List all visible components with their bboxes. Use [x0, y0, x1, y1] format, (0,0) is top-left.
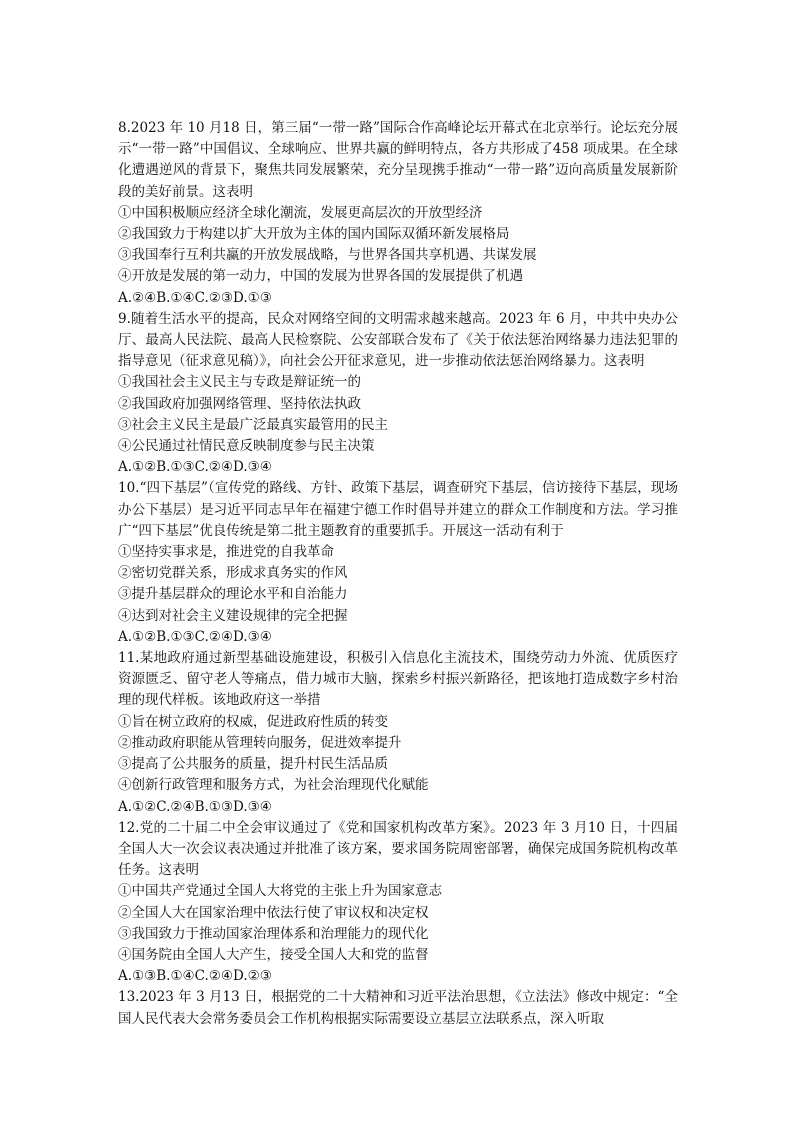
- answer-choices: A.①②B.①③C.②④D.③④: [118, 628, 272, 645]
- answer-choices: A.①③B.①④C.②④D.②③: [118, 968, 272, 985]
- option-2: ②密切党群关系，形成求真务实的作风: [118, 565, 348, 582]
- option-2: ②推动政府职能从管理转向服务，促进效率提升: [118, 734, 402, 751]
- document-page: [118, 118, 678, 1030]
- question-stem: 13.2023 年 3 月13 日，根据党的二十大精神和习近平法治思想，《立法法》修改中规定：“全国人民代表大会常务委员会工作机构根据实际需要设立基层立法联系点，深入听取: [118, 989, 678, 1027]
- answer-choices: A.②④B.①④C.②③D.①③: [118, 289, 272, 306]
- option-4: ④开放是发展的第一动力，中国的发展为世界各国的发展提供了机遇: [118, 268, 523, 285]
- option-3: ③社会主义民主是最广泛最真实最管用的民主: [118, 416, 388, 433]
- option-1: ①中国积极顺应经济全球化潮流，发展更高层次的开放型经济: [118, 204, 483, 221]
- option-4: ④创新行政管理和服务方式，为社会治理现代化赋能: [118, 777, 429, 794]
- question-13: [118, 987, 678, 1029]
- question-8: [118, 118, 678, 309]
- answer-choices: A.①②C.②④B.①③D.③④: [118, 798, 272, 815]
- option-3: ③提升基层群众的理论水平和自治能力: [118, 586, 348, 603]
- option-3: ③我国奉行互利共赢的开放发展战略，与世界各国共享机遇、共谋发展: [118, 247, 537, 264]
- question-stem: 10.“四下基层”（宣传党的路线、方针、政策下基层，调查研究下基层，信访接待下基层，现场办公下基层）是习近平同志早年在福建宁德工作时倡导并建立的群众工作制度和方法。学习推广“四下基层”优良传统是第二批主题教育的重要抓手。开展这一活动有利于: [118, 480, 678, 539]
- option-1: ①我国社会主义民主与专政是辩证统一的: [118, 374, 361, 391]
- option-3: ③我国致力于推动国家治理体系和治理能力的现代化: [118, 925, 429, 942]
- option-1: ①中国共产党通过全国人大将党的主张上升为国家意志: [118, 883, 442, 900]
- question-stem: 9.随着生活水平的提高，民众对网络空间的文明需求越来越高。2023 年 6 月，中共中央办公厅、最高人民法院、最高人民检察院、公安部联合发布了《关于依法惩治网络暴力违法犯罪的指导意见（征求意见稿）》，向社会公开征求意见，进一步推动依法惩治网络暴力。这表明: [118, 310, 678, 370]
- option-1: ①坚持实事求是，推进党的自我革命: [118, 544, 334, 561]
- question-stem: 11.某地政府通过新型基础设施建设，积极引入信息化主流技术，围绕劳动力外流、优质医疗资源匮乏、留守老人等痛点，借力城市大脑，探索乡村振兴新路径，把该地打造成数字乡村治理的现代样板。该地政府这一举措: [118, 650, 678, 709]
- question-stem: 8.2023 年 10 月18 日，第三届“一带一路”国际合作高峰论坛开幕式在北京举行。论坛充分展示“一带一路”中国倡议、全球响应、世界共赢的鲜明特点，各方共形成了458 项成果。在全球化遭遇逆风的背景下，聚焦共同发展繁荣，充分呈现携手推动“一带一路”迈向高质量发展新阶段的美好前景。这表明: [118, 120, 678, 200]
- question-stem: 12.党的二十届二中全会审议通过了《党和国家机构改革方案》。2023 年 3 月10 日，十四届全国人大一次会议表决通过并批准了该方案，要求国务院周密部署，确保完成国务院机构改革任务。这表明: [118, 819, 678, 879]
- option-3: ③提高了公共服务的质量，提升村民生活品质: [118, 756, 388, 773]
- option-2: ②全国人大在国家治理中依法行使了审议权和决定权: [118, 904, 429, 921]
- option-1: ①旨在树立政府的权威，促进政府性质的转变: [118, 713, 388, 730]
- option-2: ②我国致力于构建以扩大开放为主体的国内国际双循环新发展格局: [118, 226, 510, 243]
- question-9: [118, 309, 678, 479]
- question-11: [118, 648, 678, 818]
- question-12: [118, 818, 678, 988]
- option-4: ④达到对社会主义建设规律的完全把握: [118, 607, 348, 624]
- option-4: ④公民通过社情民意反映制度参与民主决策: [118, 438, 375, 455]
- option-2: ②我国政府加强网络管理、坚持依法执政: [118, 395, 361, 412]
- question-10: [118, 478, 678, 648]
- answer-choices: A.①②B.①③C.②④D.③④: [118, 459, 272, 476]
- option-4: ④国务院由全国人大产生，接受全国人大和党的监督: [118, 946, 429, 963]
